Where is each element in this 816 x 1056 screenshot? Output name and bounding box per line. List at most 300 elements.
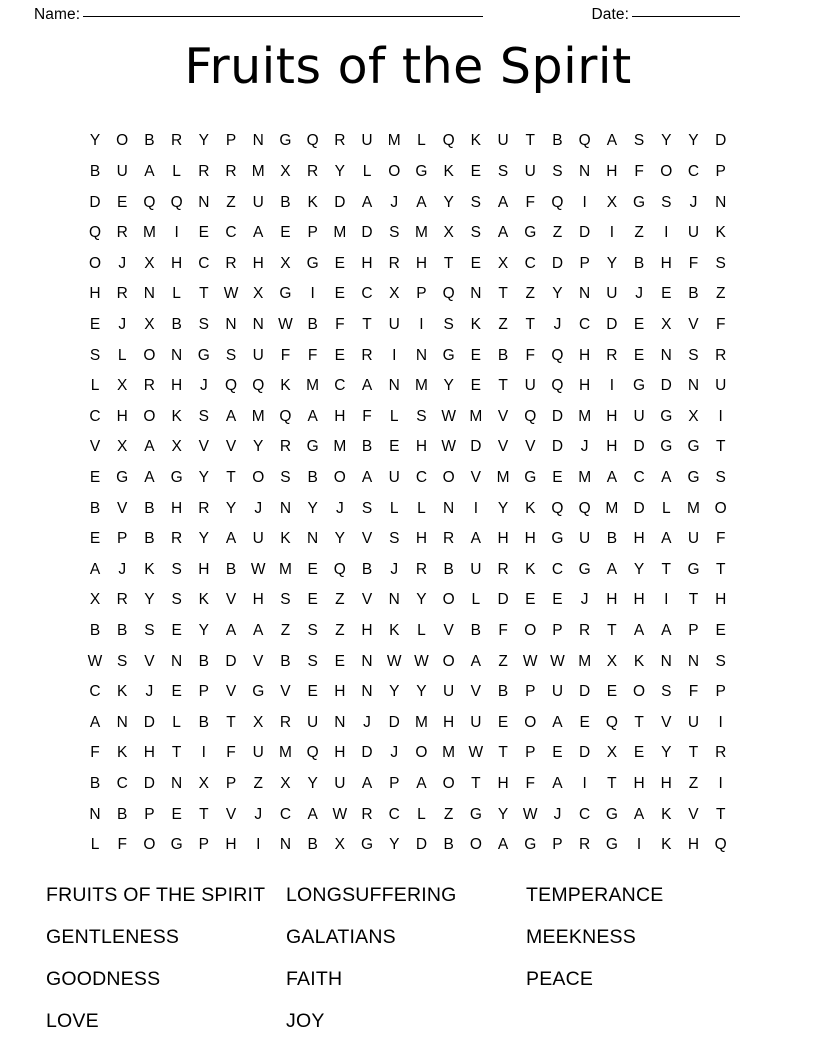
grid-cell[interactable]: X: [280, 774, 291, 792]
grid-cell[interactable]: A: [416, 193, 427, 211]
grid-cell[interactable]: R: [279, 713, 292, 731]
grid-cell[interactable]: F: [688, 254, 699, 272]
grid-cell[interactable]: M: [578, 468, 592, 486]
grid-cell[interactable]: R: [279, 438, 292, 456]
grid-cell[interactable]: S: [307, 652, 318, 670]
grid-cell[interactable]: L: [90, 377, 100, 395]
grid-cell[interactable]: U: [334, 774, 346, 792]
grid-cell[interactable]: E: [389, 438, 400, 456]
grid-cell[interactable]: A: [361, 377, 373, 395]
grid-cell[interactable]: Q: [524, 407, 537, 425]
grid-cell[interactable]: G: [279, 285, 292, 303]
grid-cell[interactable]: E: [334, 346, 345, 364]
grid-cell[interactable]: E: [470, 346, 482, 364]
grid-cell[interactable]: C: [633, 468, 645, 486]
grid-cell[interactable]: R: [225, 254, 237, 272]
grid-cell[interactable]: G: [306, 254, 319, 272]
grid-cell[interactable]: X: [253, 285, 264, 303]
grid-cell[interactable]: I: [582, 193, 587, 211]
grid-cell[interactable]: B: [144, 499, 155, 517]
grid-cell[interactable]: A: [552, 774, 563, 792]
grid-cell[interactable]: D: [579, 224, 591, 242]
grid-cell[interactable]: H: [660, 774, 672, 792]
grid-cell[interactable]: A: [361, 468, 373, 486]
grid-cell[interactable]: N: [579, 163, 591, 181]
grid-cell[interactable]: P: [416, 285, 427, 303]
grid-cell[interactable]: H: [361, 254, 373, 272]
grid-cell[interactable]: J: [390, 560, 399, 578]
grid-cell[interactable]: D: [143, 713, 155, 731]
grid-cell[interactable]: U: [470, 713, 482, 731]
grid-cell[interactable]: P: [525, 744, 536, 762]
grid-cell[interactable]: X: [89, 591, 101, 609]
grid-cell[interactable]: N: [361, 683, 373, 701]
grid-cell[interactable]: N: [198, 193, 210, 211]
grid-cell[interactable]: N: [660, 652, 672, 670]
grid-cell[interactable]: B: [470, 621, 482, 639]
grid-cell[interactable]: W: [386, 652, 402, 670]
grid-cell[interactable]: F: [634, 163, 644, 181]
grid-cell[interactable]: O: [252, 468, 265, 486]
grid-cell[interactable]: B: [443, 836, 454, 854]
grid-cell[interactable]: D: [579, 683, 591, 701]
grid-cell[interactable]: J: [553, 316, 562, 333]
grid-cell[interactable]: Y: [334, 163, 345, 181]
grid-cell[interactable]: Y: [144, 591, 155, 609]
grid-cell[interactable]: E: [633, 346, 645, 364]
grid-cell[interactable]: U: [715, 377, 727, 395]
grid-cell[interactable]: A: [361, 193, 373, 211]
grid-cell[interactable]: M: [306, 377, 320, 395]
grid-cell[interactable]: W: [522, 652, 538, 670]
grid-cell[interactable]: E: [307, 560, 318, 578]
grid-cell[interactable]: D: [361, 744, 373, 762]
grid-cell[interactable]: X: [497, 254, 509, 272]
grid-cell[interactable]: M: [687, 499, 700, 517]
grid-cell[interactable]: W: [550, 652, 565, 670]
grid-cell[interactable]: Y: [307, 499, 318, 517]
grid-cell[interactable]: F: [117, 836, 127, 854]
grid-cell[interactable]: T: [688, 591, 699, 609]
grid-cell[interactable]: M: [414, 224, 428, 242]
grid-cell[interactable]: A: [661, 468, 672, 486]
grid-cell[interactable]: X: [280, 163, 291, 181]
grid-cell[interactable]: G: [415, 163, 428, 181]
grid-cell[interactable]: P: [117, 530, 128, 548]
grid-cell[interactable]: W: [250, 560, 266, 578]
grid-cell[interactable]: Q: [551, 346, 564, 364]
grid-cell[interactable]: H: [415, 438, 428, 456]
grid-cell[interactable]: C: [334, 377, 346, 395]
grid-cell[interactable]: M: [278, 744, 292, 762]
grid-cell[interactable]: I: [664, 591, 669, 609]
grid-cell[interactable]: W: [441, 438, 456, 456]
grid-cell[interactable]: O: [143, 407, 156, 425]
grid-cell[interactable]: E: [552, 468, 563, 486]
grid-cell[interactable]: N: [334, 713, 346, 731]
grid-cell[interactable]: H: [633, 591, 645, 609]
grid-cell[interactable]: A: [633, 621, 645, 639]
grid-cell[interactable]: X: [117, 377, 128, 395]
grid-cell[interactable]: N: [415, 346, 428, 364]
grid-cell[interactable]: U: [687, 713, 700, 731]
grid-cell[interactable]: L: [172, 713, 181, 731]
grid-cell[interactable]: U: [307, 713, 319, 731]
grid-cell[interactable]: J: [553, 805, 562, 823]
grid-cell[interactable]: B: [198, 652, 209, 670]
grid-cell[interactable]: B: [225, 560, 237, 578]
grid-cell[interactable]: A: [144, 468, 155, 486]
grid-cell[interactable]: Z: [715, 285, 726, 303]
grid-cell[interactable]: V: [117, 499, 128, 517]
grid-cell[interactable]: B: [89, 499, 101, 517]
grid-cell[interactable]: L: [417, 132, 426, 150]
grid-cell[interactable]: G: [660, 438, 673, 456]
grid-cell[interactable]: G: [361, 836, 374, 854]
grid-cell[interactable]: N: [443, 499, 455, 517]
grid-cell[interactable]: A: [253, 621, 264, 639]
grid-cell[interactable]: W: [87, 652, 103, 670]
grid-cell[interactable]: B: [117, 805, 128, 823]
grid-cell[interactable]: R: [579, 836, 591, 854]
grid-cell[interactable]: T: [607, 774, 617, 792]
grid-cell[interactable]: G: [306, 438, 319, 456]
grid-cell[interactable]: S: [470, 193, 482, 211]
grid-cell[interactable]: Q: [605, 713, 618, 731]
grid-cell[interactable]: L: [117, 346, 127, 364]
grid-cell[interactable]: S: [688, 346, 699, 364]
grid-cell[interactable]: O: [524, 713, 537, 731]
grid-cell[interactable]: Q: [306, 744, 319, 762]
grid-cell[interactable]: D: [606, 316, 618, 333]
grid-cell[interactable]: W: [414, 652, 429, 670]
grid-cell[interactable]: P: [579, 254, 590, 272]
grid-cell[interactable]: P: [688, 621, 699, 639]
grid-cell[interactable]: D: [715, 132, 727, 150]
grid-cell[interactable]: U: [252, 193, 264, 211]
grid-cell[interactable]: A: [307, 407, 318, 425]
grid-cell[interactable]: H: [715, 591, 727, 609]
grid-cell[interactable]: H: [606, 163, 618, 181]
grid-cell[interactable]: N: [171, 346, 183, 364]
grid-cell[interactable]: Z: [226, 193, 236, 211]
grid-cell[interactable]: S: [361, 499, 373, 517]
grid-cell[interactable]: C: [89, 683, 101, 701]
grid-cell[interactable]: O: [442, 774, 455, 792]
grid-cell[interactable]: H: [116, 407, 128, 425]
grid-cell[interactable]: A: [144, 438, 155, 456]
grid-cell[interactable]: I: [256, 836, 261, 854]
grid-cell[interactable]: Q: [306, 132, 319, 150]
grid-cell[interactable]: G: [578, 560, 591, 578]
grid-cell[interactable]: B: [307, 836, 318, 854]
grid-cell[interactable]: M: [414, 377, 428, 395]
grid-cell[interactable]: H: [171, 254, 183, 272]
grid-cell[interactable]: J: [145, 683, 154, 701]
grid-cell[interactable]: W: [332, 805, 348, 823]
grid-cell[interactable]: F: [362, 407, 372, 425]
grid-cell[interactable]: U: [524, 163, 536, 181]
grid-cell[interactable]: C: [579, 805, 591, 823]
grid-cell[interactable]: J: [118, 560, 127, 578]
grid-cell[interactable]: R: [579, 621, 591, 639]
grid-cell[interactable]: Y: [198, 468, 209, 486]
grid-cell[interactable]: E: [470, 377, 482, 395]
grid-cell[interactable]: Z: [335, 621, 345, 639]
grid-cell[interactable]: X: [144, 316, 155, 333]
grid-cell[interactable]: O: [415, 744, 428, 762]
name-input-rule[interactable]: [83, 16, 483, 17]
grid-cell[interactable]: V: [470, 683, 482, 701]
grid-cell[interactable]: Y: [198, 621, 209, 639]
grid-cell[interactable]: H: [334, 683, 346, 701]
grid-cell[interactable]: B: [497, 683, 509, 701]
grid-cell[interactable]: C: [116, 774, 128, 792]
grid-cell[interactable]: N: [225, 316, 237, 333]
grid-cell[interactable]: J: [254, 805, 263, 823]
grid-cell[interactable]: W: [223, 285, 239, 303]
grid-cell[interactable]: I: [664, 224, 669, 242]
grid-cell[interactable]: R: [116, 224, 128, 242]
grid-cell[interactable]: D: [551, 438, 564, 456]
grid-cell[interactable]: H: [524, 530, 536, 548]
grid-cell[interactable]: I: [718, 774, 723, 792]
grid-cell[interactable]: R: [143, 377, 155, 395]
grid-cell[interactable]: H: [198, 560, 210, 578]
grid-cell[interactable]: N: [388, 591, 400, 609]
grid-cell[interactable]: E: [280, 224, 291, 242]
grid-cell[interactable]: D: [415, 836, 428, 854]
grid-cell[interactable]: V: [225, 683, 237, 701]
grid-cell[interactable]: N: [660, 346, 672, 364]
grid-cell[interactable]: E: [171, 621, 182, 639]
grid-cell[interactable]: X: [144, 254, 155, 272]
grid-cell[interactable]: U: [687, 530, 700, 548]
grid-cell[interactable]: D: [89, 193, 101, 211]
grid-cell[interactable]: M: [251, 407, 265, 425]
grid-cell[interactable]: C: [361, 285, 373, 303]
grid-cell[interactable]: T: [715, 805, 726, 823]
grid-cell[interactable]: E: [334, 652, 345, 670]
grid-cell[interactable]: B: [89, 163, 101, 181]
grid-cell[interactable]: A: [606, 560, 618, 578]
grid-cell[interactable]: U: [252, 744, 264, 762]
grid-cell[interactable]: B: [144, 530, 155, 548]
grid-cell[interactable]: Y: [688, 132, 699, 150]
grid-cell[interactable]: Z: [443, 805, 454, 823]
grid-cell[interactable]: K: [661, 836, 672, 854]
grid-cell[interactable]: T: [226, 468, 236, 486]
grid-cell[interactable]: B: [361, 560, 373, 578]
grid-cell[interactable]: H: [415, 530, 428, 548]
grid-cell[interactable]: G: [524, 224, 537, 242]
grid-cell[interactable]: B: [633, 254, 645, 272]
grid-cell[interactable]: K: [144, 560, 155, 578]
grid-cell[interactable]: W: [468, 744, 484, 762]
grid-cell[interactable]: R: [334, 132, 346, 150]
grid-cell[interactable]: G: [687, 560, 700, 578]
grid-cell[interactable]: H: [252, 591, 264, 609]
grid-cell[interactable]: D: [497, 591, 509, 609]
grid-cell[interactable]: Y: [416, 591, 427, 609]
grid-cell[interactable]: N: [715, 193, 727, 211]
word-list-item[interactable]: TEMPERANCE: [526, 884, 664, 907]
grid-cell[interactable]: A: [606, 468, 618, 486]
grid-cell[interactable]: J: [689, 193, 698, 211]
grid-cell[interactable]: U: [388, 316, 400, 333]
grid-cell[interactable]: Q: [551, 377, 564, 395]
grid-cell[interactable]: G: [687, 468, 700, 486]
grid-cell[interactable]: D: [579, 744, 591, 762]
grid-cell[interactable]: M: [496, 468, 510, 486]
grid-cell[interactable]: R: [116, 285, 128, 303]
grid-cell[interactable]: A: [307, 805, 318, 823]
grid-cell[interactable]: V: [280, 683, 291, 701]
grid-cell[interactable]: B: [198, 713, 209, 731]
grid-cell[interactable]: S: [280, 591, 291, 609]
grid-cell[interactable]: B: [280, 652, 291, 670]
grid-cell[interactable]: E: [633, 316, 645, 333]
grid-cell[interactable]: C: [579, 316, 591, 333]
grid-cell[interactable]: S: [198, 407, 209, 425]
grid-cell[interactable]: A: [661, 621, 672, 639]
grid-cell[interactable]: G: [524, 468, 537, 486]
grid-cell[interactable]: U: [524, 377, 536, 395]
grid-cell[interactable]: S: [552, 163, 563, 181]
grid-cell[interactable]: S: [661, 683, 672, 701]
grid-cell[interactable]: L: [389, 499, 399, 517]
grid-cell[interactable]: R: [715, 744, 727, 762]
grid-cell[interactable]: R: [116, 591, 128, 609]
grid-cell[interactable]: H: [497, 530, 509, 548]
grid-cell[interactable]: M: [442, 744, 456, 762]
grid-cell[interactable]: E: [633, 744, 645, 762]
grid-cell[interactable]: H: [415, 254, 428, 272]
grid-cell[interactable]: Y: [253, 438, 264, 456]
word-list-item[interactable]: FRUITS OF THE SPIRIT: [46, 884, 266, 907]
grid-cell[interactable]: R: [171, 132, 183, 150]
grid-cell[interactable]: R: [225, 163, 237, 181]
grid-cell[interactable]: S: [661, 193, 672, 211]
grid-cell[interactable]: G: [197, 346, 210, 364]
grid-cell[interactable]: X: [253, 713, 264, 731]
grid-cell[interactable]: A: [144, 163, 155, 181]
grid-cell[interactable]: O: [88, 254, 102, 272]
grid-cell[interactable]: D: [551, 254, 564, 272]
grid-cell[interactable]: B: [443, 560, 454, 578]
grid-cell[interactable]: I: [174, 224, 179, 242]
grid-cell[interactable]: N: [143, 285, 155, 303]
word-list-item[interactable]: GOODNESS: [46, 968, 161, 991]
grid-cell[interactable]: K: [198, 591, 209, 609]
grid-cell[interactable]: W: [441, 407, 456, 425]
grid-cell[interactable]: O: [143, 346, 156, 364]
grid-cell[interactable]: A: [253, 224, 264, 242]
grid-cell[interactable]: K: [117, 744, 128, 762]
grid-cell[interactable]: J: [363, 713, 371, 731]
grid-cell[interactable]: T: [715, 560, 726, 578]
grid-cell[interactable]: R: [388, 254, 400, 272]
grid-cell[interactable]: L: [417, 621, 426, 639]
grid-cell[interactable]: V: [144, 652, 155, 670]
grid-cell[interactable]: T: [688, 744, 699, 762]
grid-cell[interactable]: M: [251, 163, 265, 181]
grid-cell[interactable]: T: [661, 560, 671, 578]
grid-cell[interactable]: L: [471, 591, 481, 609]
grid-cell[interactable]: X: [389, 285, 400, 303]
grid-cell[interactable]: H: [633, 530, 645, 548]
grid-cell[interactable]: S: [198, 316, 209, 333]
grid-cell[interactable]: O: [116, 132, 129, 150]
grid-cell[interactable]: S: [497, 163, 509, 181]
grid-cell[interactable]: H: [579, 346, 591, 364]
word-list-item[interactable]: JOY: [286, 1010, 325, 1033]
grid-cell[interactable]: U: [633, 407, 645, 425]
grid-cell[interactable]: P: [198, 836, 209, 854]
grid-cell[interactable]: H: [143, 744, 155, 762]
grid-cell[interactable]: O: [714, 499, 727, 517]
grid-cell[interactable]: N: [252, 132, 264, 150]
grid-cell[interactable]: A: [89, 560, 101, 578]
grid-cell[interactable]: I: [609, 377, 615, 395]
grid-cell[interactable]: I: [582, 774, 587, 792]
grid-cell[interactable]: T: [226, 713, 236, 731]
grid-cell[interactable]: Q: [578, 499, 591, 517]
grid-cell[interactable]: H: [252, 254, 264, 272]
grid-cell[interactable]: A: [497, 224, 509, 242]
grid-cell[interactable]: I: [609, 224, 615, 242]
grid-cell[interactable]: A: [470, 530, 482, 548]
grid-cell[interactable]: M: [333, 224, 347, 242]
grid-cell[interactable]: T: [498, 744, 508, 762]
grid-cell[interactable]: Q: [333, 560, 346, 578]
grid-cell[interactable]: X: [443, 224, 454, 242]
grid-cell[interactable]: J: [635, 285, 643, 303]
grid-cell[interactable]: T: [199, 805, 209, 823]
grid-cell[interactable]: B: [144, 132, 155, 150]
grid-cell[interactable]: U: [443, 683, 455, 701]
grid-cell[interactable]: E: [198, 224, 209, 242]
word-list-item[interactable]: LONGSUFFERING: [286, 884, 457, 907]
grid-cell[interactable]: H: [606, 591, 618, 609]
grid-cell[interactable]: N: [171, 652, 183, 670]
grid-cell[interactable]: J: [118, 254, 127, 272]
grid-cell[interactable]: U: [579, 530, 591, 548]
grid-cell[interactable]: A: [606, 132, 618, 150]
grid-cell[interactable]: Z: [498, 652, 508, 670]
grid-cell[interactable]: Q: [143, 193, 156, 211]
grid-cell[interactable]: R: [198, 163, 210, 181]
grid-cell[interactable]: Y: [497, 805, 509, 823]
grid-cell[interactable]: V: [688, 805, 699, 823]
grid-cell[interactable]: H: [89, 285, 101, 303]
grid-cell[interactable]: D: [361, 224, 373, 242]
grid-cell[interactable]: H: [687, 836, 700, 854]
grid-cell[interactable]: I: [419, 316, 424, 333]
grid-cell[interactable]: A: [225, 407, 237, 425]
grid-cell[interactable]: Y: [89, 132, 101, 150]
grid-cell[interactable]: E: [552, 744, 563, 762]
grid-cell[interactable]: H: [443, 713, 455, 731]
grid-cell[interactable]: I: [310, 285, 315, 303]
grid-cell[interactable]: W: [522, 805, 538, 823]
grid-cell[interactable]: H: [660, 254, 672, 272]
grid-cell[interactable]: B: [280, 193, 291, 211]
grid-cell[interactable]: T: [715, 438, 726, 456]
grid-cell[interactable]: Y: [497, 499, 509, 517]
grid-cell[interactable]: L: [661, 499, 671, 517]
grid-cell[interactable]: M: [278, 560, 292, 578]
